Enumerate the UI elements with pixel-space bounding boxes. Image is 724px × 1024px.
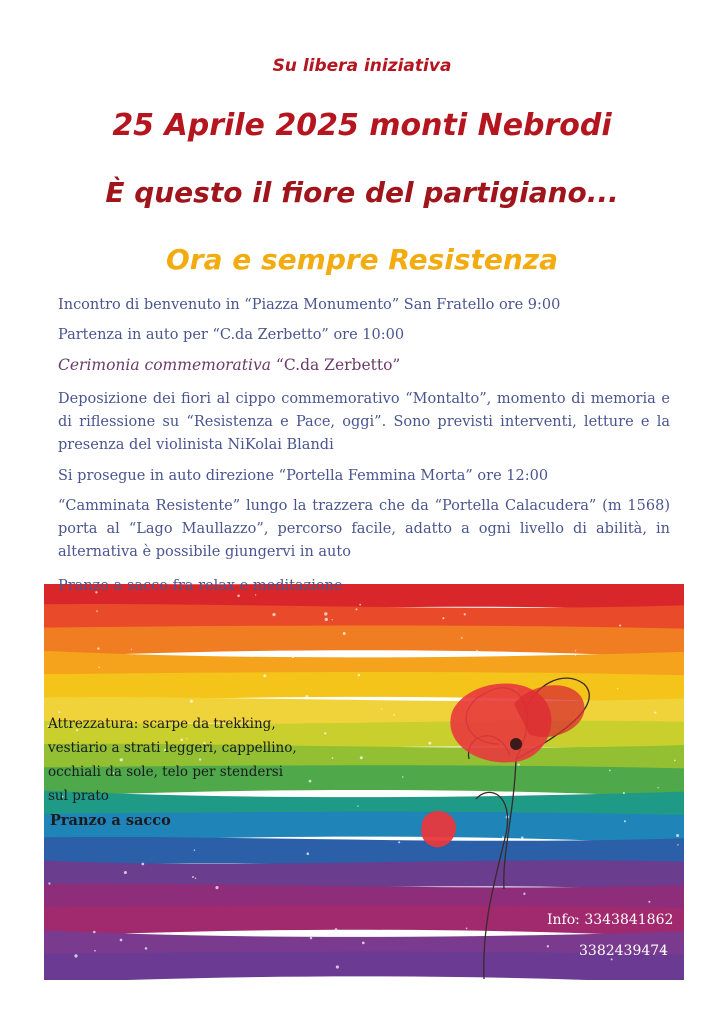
sparkle-dot bbox=[356, 608, 358, 610]
sparkle-dot bbox=[402, 776, 404, 778]
sparkle-dot bbox=[192, 876, 194, 878]
kicker-text: Su libera iniziativa bbox=[272, 56, 452, 76]
sparkle-dot bbox=[131, 649, 132, 650]
sparkle-dot bbox=[464, 613, 466, 615]
sparkle-dot bbox=[305, 695, 308, 698]
sparkle-dot bbox=[674, 760, 676, 762]
sparkle-dot bbox=[325, 618, 328, 621]
sparkle-dot bbox=[358, 674, 361, 677]
sparkle-dot bbox=[362, 942, 365, 945]
sparkle-dot bbox=[263, 674, 266, 677]
sparkle-dot bbox=[272, 613, 275, 616]
sparkle-dot bbox=[306, 852, 309, 855]
sparkle-dot bbox=[194, 849, 196, 851]
sparkle-dot bbox=[324, 612, 327, 615]
sparkle-dot bbox=[677, 844, 679, 846]
rainbow-band bbox=[44, 625, 684, 657]
sparkle-dot bbox=[398, 841, 400, 843]
ceremony-location: “C.da Zerbetto” bbox=[275, 356, 401, 374]
sparkle-dot bbox=[476, 650, 478, 652]
program-departure: Partenza in auto per “C.da Zerbetto” ore 10:00 bbox=[58, 327, 405, 343]
sparkle-dot bbox=[624, 820, 626, 822]
sparkle-dot bbox=[502, 836, 504, 838]
sparkle-dot bbox=[309, 780, 312, 783]
program-continue: Si prosegue in auto direzione “Portella Femmina Morta” ore 12:00 bbox=[58, 468, 549, 484]
sparkle-dot bbox=[428, 742, 431, 745]
sparkle-dot bbox=[521, 836, 523, 838]
info-phone-1: Info: 3343841862 bbox=[547, 912, 674, 928]
lunch-label: Pranzo a sacco bbox=[50, 812, 171, 829]
program-walk: “Camminata Resistente” lungo la trazzera che da “Portella Calacudera” (m 1568) porta al “Lago Maullazzo”, percorso facile, adatto a ogni livello di abilità, in alternativa è possibile giungervi in auto bbox=[58, 498, 670, 560]
sparkle-dot bbox=[141, 863, 144, 866]
sparkle-dot bbox=[335, 928, 338, 931]
event-title: 25 Aprile 2025 monti Nebrodi bbox=[112, 108, 612, 143]
sparkle-dot bbox=[94, 950, 96, 952]
sparkle-dot bbox=[292, 655, 295, 658]
sparkle-dot bbox=[381, 708, 382, 709]
program-lunch: Pranzo a sacco fra relax e meditazione bbox=[58, 578, 343, 594]
sparkle-dot bbox=[575, 650, 576, 651]
sparkle-dot bbox=[96, 610, 98, 612]
sparkle-dot bbox=[619, 624, 621, 626]
sparkle-dot bbox=[360, 756, 363, 759]
sparkle-dot bbox=[343, 632, 346, 635]
sparkle-dot bbox=[517, 763, 519, 765]
sparkle-dot bbox=[359, 604, 361, 606]
program-welcome: Incontro di benvenuto in “Piazza Monumento” San Fratello ore 9:00 bbox=[58, 297, 561, 313]
sparkle-dot bbox=[215, 886, 218, 889]
sparkle-dot bbox=[324, 732, 326, 734]
sparkle-dot bbox=[547, 945, 549, 947]
sparkle-dot bbox=[190, 700, 193, 703]
sparkle-dot bbox=[676, 834, 679, 837]
sparkle-dot bbox=[124, 871, 127, 874]
sparkle-dot bbox=[654, 712, 656, 714]
sparkle-dot bbox=[74, 954, 77, 957]
sparkle-dot bbox=[523, 893, 525, 895]
sparkle-dot bbox=[336, 965, 339, 968]
sparkle-dot bbox=[393, 714, 395, 716]
sparkle-dot bbox=[609, 770, 611, 772]
sparkle-dot bbox=[466, 928, 468, 930]
event-subtitle: È questo il fiore del partigiano... bbox=[105, 176, 619, 209]
sparkle-dot bbox=[310, 937, 312, 939]
sparkle-dot bbox=[357, 805, 358, 806]
sparkle-dot bbox=[442, 617, 444, 619]
program-flowers: Deposizione dei fiori al cippo commemorativo “Montalto”, momento di memoria e di riflessione su “Resistenza e Pace, oggi”. Sono previsti interventi, letture e la presenza del violinista NiKolai Blandi bbox=[58, 391, 670, 453]
sparkle-dot bbox=[97, 647, 99, 649]
sparkle-dot bbox=[623, 792, 625, 794]
sparkle-dot bbox=[461, 637, 463, 639]
sparkle-dot bbox=[195, 877, 197, 879]
sparkle-dot bbox=[120, 939, 123, 942]
program-ceremony bbox=[58, 354, 670, 377]
sparkle-dot bbox=[332, 757, 334, 759]
sparkle-dot bbox=[145, 947, 148, 950]
info-phone-2: 3382439474 bbox=[579, 943, 669, 959]
slogan: Ora e sempre Resistenza bbox=[166, 243, 558, 276]
sparkle-dot bbox=[648, 901, 650, 903]
sparkle-dot bbox=[48, 882, 50, 884]
equipment-text: Attrezzatura: scarpe da trekking, vestiario a strati leggeri, cappellino, occhiali da sole, telo per stendersi sul prato bbox=[48, 716, 297, 804]
sparkle-dot bbox=[93, 931, 96, 934]
sparkle-dot bbox=[98, 667, 100, 669]
sparkle-dot bbox=[617, 688, 618, 689]
sparkle-dot bbox=[574, 654, 576, 656]
sparkle-dot bbox=[327, 932, 330, 935]
sparkle-dot bbox=[657, 787, 658, 788]
sparkle-dot bbox=[332, 619, 333, 620]
ceremony-label: Cerimonia commemorativa bbox=[58, 356, 271, 374]
